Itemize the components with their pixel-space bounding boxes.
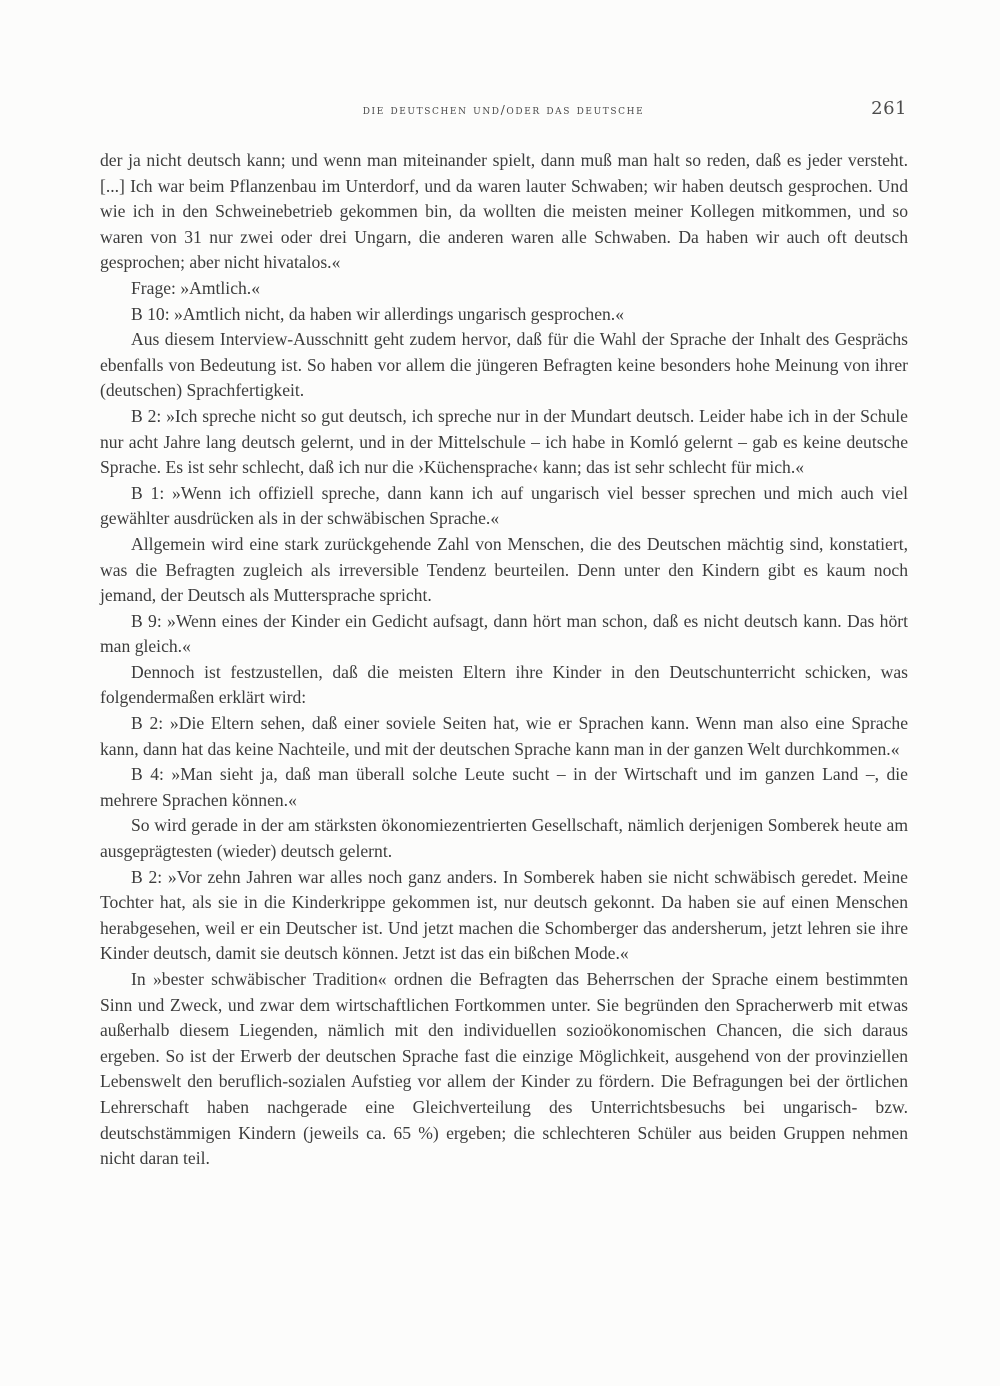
paragraph-interview-quote: B 2: »Ich spreche nicht so gut deutsch, ich spreche nur in der Mundart deutsch. Leider habe ich in der Schule nur acht Jahre lang deutsch gelernt, und in der Mittelschule – ich habe in Komló gelernt – gab es keine deutsche Sprache. Es ist sehr schlecht, daß ich nur die ›Küchensprache‹ kann; das ist sehr schlecht für mich.« bbox=[100, 405, 908, 478]
paragraph: So wird gerade in der am stärksten ökonomiezentrierten Gesellschaft, nämlich derjenigen Somberek heute am ausgeprägtesten (wieder) deutsch gelernt. bbox=[100, 815, 908, 862]
paragraph-interview-answer: B 10: »Amtlich nicht, da haben wir allerdings ungarisch gesprochen.« bbox=[131, 303, 624, 324]
paragraph: Allgemein wird eine stark zurückgehende Zahl von Menschen, die des Deutschen mächtig sind, konstatiert, was die Befragten zugleich als irreversible Tendenz beurteilen. Denn unter den Kindern gibt es kaum noch jemand, der Deutsch als Muttersprache spricht. bbox=[100, 533, 908, 606]
paragraph-interview-quote: B 4: »Man sieht ja, daß man überall solche Leute sucht – in der Wirtschaft und im ganzen Land –, die mehrere Sprachen können.« bbox=[100, 764, 908, 810]
paragraph-interview-quote: B 1: »Wenn ich offiziell spreche, dann kann ich auf ungarisch viel besser sprechen und mich auch viel gewählter ausdrücken als in der schwäbischen Sprache.« bbox=[100, 482, 908, 529]
paragraph-interview-quote: B 9: »Wenn eines der Kinder ein Gedicht aufsagt, dann hört man schon, daß es nicht deutsch kann. Das hört man gleich.« bbox=[100, 610, 908, 657]
paragraph: In »bester schwäbischer Tradition« ordnen die Befragten das Beherrschen der Sprache einem bestimmten Sinn und Zweck, und zwar dem wirtschaftlichen Fortkommen unter. Sie begründen den Spracherwerb mit etwas außerhalb diesem Liegenden, nämlich mit den individuellen sozioökonomischen Chancen, die sich daraus ergeben. So ist der Erwerb der deutschen Sprache fast die einzige Möglichkeit, ausgehend von der provinziellen Lebenswelt den beruflich-sozialen Aufstieg vor allem der Kinder zu fördern. Die Befragungen bei der örtlichen Lehrerschaft haben nachgerade eine Gleichverteilung des Unterrichtsbesuchs bei ungarisch- bzw. deutschstämmigen Kindern (jeweils ca. 65 %) ergeben; die schlechteren Schüler aus beiden Gruppen nehmen nicht daran teil. bbox=[100, 969, 908, 1169]
page-number: 261 bbox=[871, 98, 907, 119]
paragraph: Aus diesem Interview-Ausschnitt geht zudem hervor, daß für die Wahl der Sprache der Inhalt des Gesprächs ebenfalls von Bedeutung ist. So haben vor allem die jüngeren Befragten keine besonders hohe Meinung von ihrer (deutschen) Sprachfertigkeit. bbox=[100, 329, 908, 401]
running-header bbox=[100, 98, 907, 128]
paragraph-interview-quote: B 2: »Die Eltern sehen, daß einer soviele Seiten hat, wie er Sprachen kann. Wenn man also eine Sprache kann, dann hat das keine Nachteile, und mit der deutschen Sprache kann man in der ganzen Welt durchkommen.« bbox=[100, 713, 908, 759]
paragraph: Dennoch ist festzustellen, daß die meisten Eltern ihre Kinder in den Deutschunterricht schicken, was folgendermaßen erklärt wird: bbox=[100, 661, 908, 708]
body-text bbox=[100, 148, 908, 1172]
running-title: die deutschen und/oder das deutsche bbox=[362, 102, 645, 117]
paragraph-interview-quote: B 2: »Vor zehn Jahren war alles noch ganz anders. In Somberek haben sie nicht schwäbisch geredet. Meine Tochter hat, als sie in die Kinderkrippe gekommen ist, nur deutsch gekonnt. Da haben sie auf einen Menschen herabgesehen, weil er ein Deutscher ist. Und jetzt machen die Schomberger das andersherum, jetzt lehren sie ihre Kinder deutsch, damit sie deutsch können. Jetzt ist das ein bißchen Mode.« bbox=[100, 866, 908, 964]
paragraph-interview-question: Frage: »Amtlich.« bbox=[131, 277, 260, 298]
paragraph-continuation: der ja nicht deutsch kann; und wenn man miteinander spielt, dann muß man halt so reden, daß es jeder versteht. [...] Ich war beim Pflanzenbau im Unterdorf, und da waren lauter Schwaben; wir haben deutsch gesprochen. Und wie ich in den Schweinebetrieb gekommen bin, da wollten die meisten meiner Kollegen mitkommen, und so waren von 31 nur zwei oder drei Ungarn, die anderen waren alle Schwaben. Da haben wir auch oft deutsch gesprochen; aber nicht hivatalos.« bbox=[100, 150, 908, 273]
